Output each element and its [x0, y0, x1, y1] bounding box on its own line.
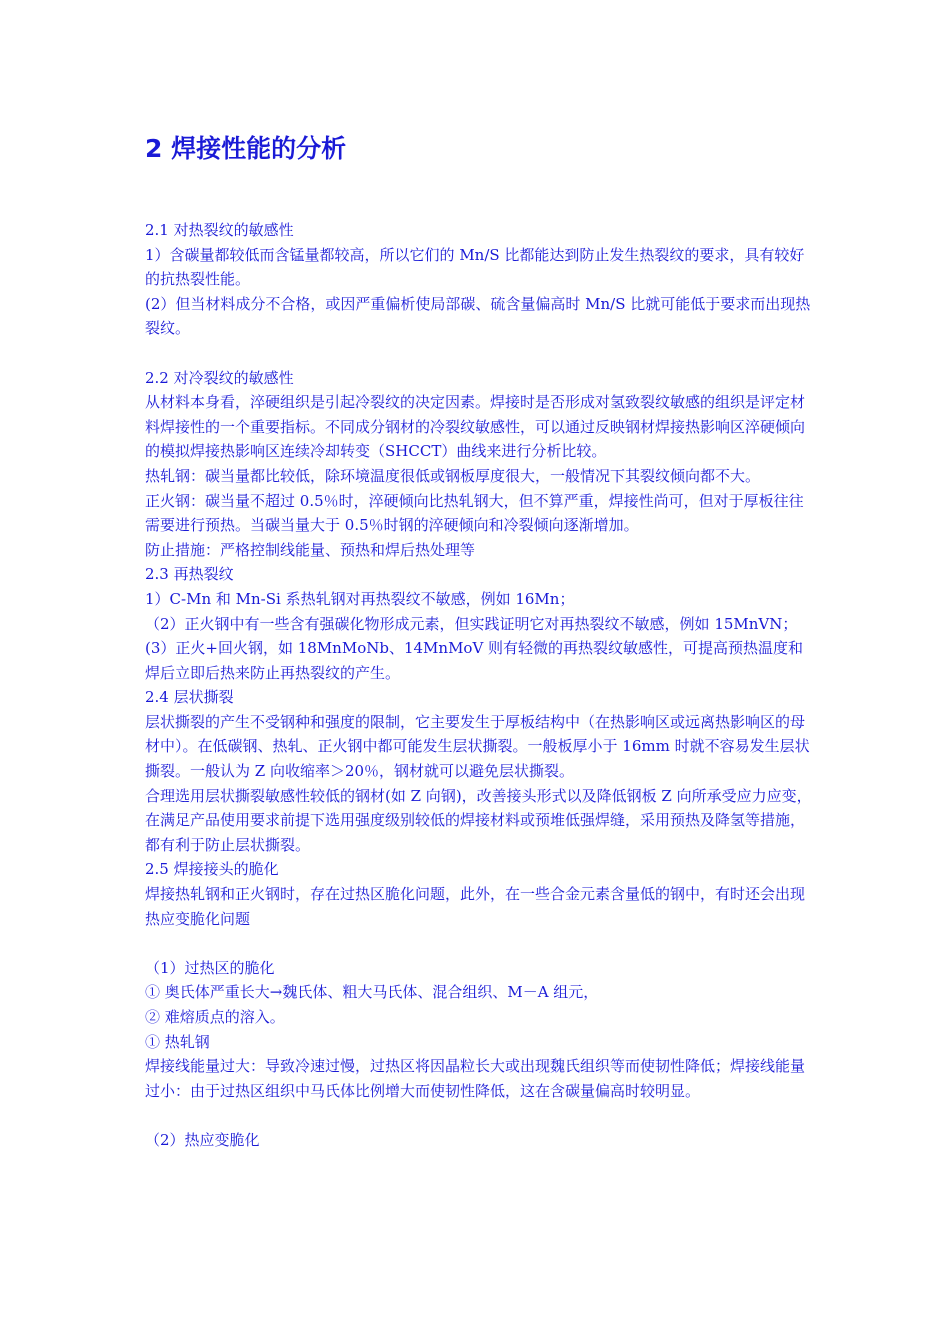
paragraph: ② 难熔质点的溶入。	[145, 1008, 285, 1026]
paragraph: 合理选用层状撕裂敏感性较低的钢材(如 Z 向钢)，改善接头形式以及降低钢板 Z 向所承受应力应变，在满足产品使用要求前提下选用强度级别较低的焊接材料或预堆低强焊缝，采用预热及降氢等措施，都有利于防止层状撕裂。	[145, 786, 812, 854]
paragraph: （1）过热区的脆化	[145, 958, 275, 977]
paragraph: 2.5 焊接接头的脆化	[145, 860, 279, 879]
paragraph: ① 热轧钢	[145, 1032, 210, 1051]
paragraph: (2）但当材料成分不合格，或因严重偏析使局部碳、硫含量偏高时 Mn/S 比就可能低于要求而出现热裂纹。	[145, 294, 811, 338]
section-title: 2 焊接性能的分析	[145, 134, 347, 163]
blank-line	[145, 341, 815, 366]
paragraph: （2）正火钢中有一些含有强碳化物形成元素，但实践证明它对再热裂纹不敏感，例如 15MnVN；	[145, 614, 798, 633]
blank-line	[145, 1103, 815, 1128]
paragraph: 2.2 对冷裂纹的敏感性	[145, 368, 294, 387]
paragraph: 2.4 层状撕裂	[145, 688, 234, 707]
paragraph: 防止措施：严格控制线能量、预热和焊后热处理等	[145, 540, 476, 559]
paragraph: 从材料本身看，淬硬组织是引起冷裂纹的决定因素。焊接时是否形成对氢致裂纹敏感的组织是评定材料焊接性的一个重要指标。不同成分钢材的冷裂纹敏感性，可以通过反映钢材焊接热影响区淬硬倾向的模拟焊接热影响区连续冷却转变（SHCCT）曲线来进行分析比较。	[145, 393, 806, 461]
paragraph-list	[145, 218, 815, 1153]
document-body	[145, 130, 815, 1153]
paragraph: 1）含碳量都较低而含锰量都较高，所以它们的 Mn/S 比都能达到防止发生热裂纹的要求，具有较好的抗热裂性能。	[145, 245, 805, 289]
paragraph: 2.1 对热裂纹的敏感性	[145, 221, 294, 239]
blank-line	[145, 931, 815, 956]
paragraph: 焊接线能量过大：导致冷速过慢，过热区将因晶粒长大或出现魏氏组织等而使韧性降低；焊接线能量过小：由于过热区组织中马氏体比例增大而使韧性降低，这在含碳量偏高时较明显。	[145, 1057, 806, 1100]
paragraph: ① 奥氏体严重长大→魏氏体、粗大马氏体、混合组织、M－A 组元，	[145, 983, 599, 1002]
paragraph: (3）正火+回火钢，如 18MnMoNb、14MnMoV 则有轻微的再热裂纹敏感性，可提高预热温度和焊后立即后热来防止再热裂纹的产生。	[145, 639, 804, 682]
paragraph: （2）热应变脆化	[145, 1130, 260, 1149]
paragraph: 1）C-Mn 和 Mn-Si 系热轧钢对再热裂纹不敏感，例如 16Mn；	[145, 589, 575, 608]
paragraph: 热轧钢：碳当量都比较低，除环境温度很低或钢板厚度很大，一般情况下其裂纹倾向都不大。	[145, 466, 761, 485]
paragraph: 正火钢：碳当量不超过 0.5％时，淬硬倾向比热轧钢大，但不算严重，焊接性尚可，但对于厚板往往需要进行预热。当碳当量大于 0.5％时钢的淬硬倾向和冷裂倾向逐渐增加。	[145, 491, 804, 535]
paragraph: 焊接热轧钢和正火钢时，存在过热区脆化问题，此外，在一些合金元素含量低的钢中，有时还会出现热应变脆化问题	[145, 885, 806, 928]
paragraph: 2.3 再热裂纹	[145, 565, 234, 584]
paragraph: 层状撕裂的产生不受钢种和强度的限制，它主要发生于厚板结构中（在热影响区或远离热影响区的母材中）。在低碳钢、热轧、正火钢中都可能发生层状撕裂。一般板厚小于 16mm 时就不容易发生层状撕裂。一般认为 Z 向收缩率＞20％，钢材就可以避免层状撕裂。	[145, 712, 810, 781]
